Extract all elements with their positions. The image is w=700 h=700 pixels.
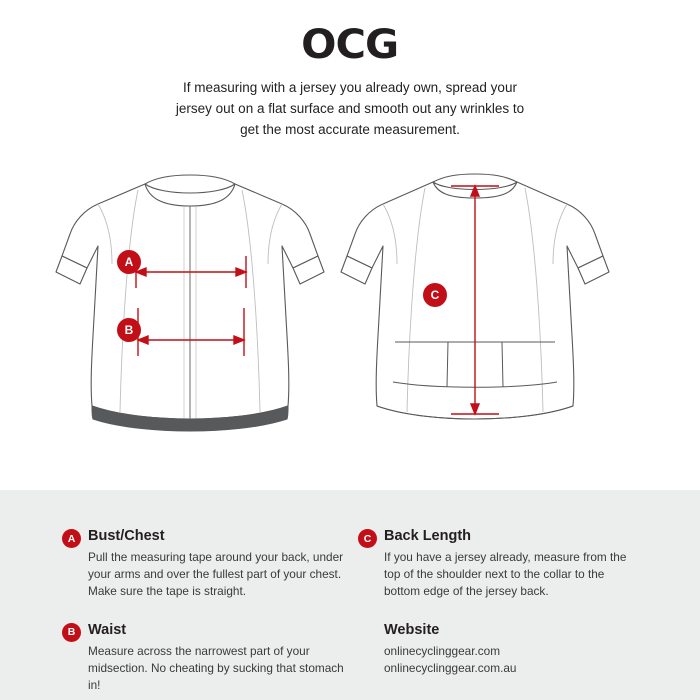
legend-column-left [62, 528, 347, 700]
marker-badge-b: B [117, 318, 141, 342]
legend-item-bust-chest [62, 528, 347, 600]
jersey-diagram-area [0, 168, 700, 488]
legend-badge-c: C [358, 529, 377, 548]
legend-item-back-length [358, 528, 643, 600]
intro-text: If measuring with a jersey you already own, spread your jersey out on a flat surface and smooth out any wrinkles to get the most accurate measurement. [175, 80, 525, 137]
marker-badge-c: C [423, 283, 447, 307]
brand-logo: OCG [301, 22, 399, 68]
legend-body-waist: Measure across the narrowest part of your midsection. No cheating by sucking that stomach in! [88, 644, 344, 692]
legend-title-back-length: Back Length [384, 528, 472, 544]
marker-badge-a: A [117, 250, 141, 274]
legend-column-right [358, 528, 643, 699]
legend-title-bust-chest: Bust/Chest [88, 528, 165, 544]
legend-item-website [358, 622, 643, 678]
brand-logo-container [0, 22, 700, 68]
legend-body-bust-chest: Pull the measuring tape around your back, under your arms and over the fullest part of your chest. Make sure the tape is straight. [88, 550, 344, 598]
jersey-back-illustration [335, 168, 615, 438]
legend-badge-b: B [62, 623, 81, 642]
legend-body-back-length: If you have a jersey already, measure from the top of the shoulder next to the collar to the bottom edge of the jersey back. [384, 550, 627, 598]
jersey-front-illustration [50, 168, 330, 438]
legend-title-waist: Waist [88, 621, 127, 638]
website-link-com-au[interactable]: onlinecyclinggear.com.au [384, 661, 517, 676]
website-link-com[interactable]: onlinecyclinggear.com [384, 644, 501, 659]
legend-footer [0, 490, 700, 700]
legend-title-website: Website [384, 621, 440, 638]
legend-item-waist [62, 622, 347, 694]
legend-badge-a: A [62, 529, 81, 548]
